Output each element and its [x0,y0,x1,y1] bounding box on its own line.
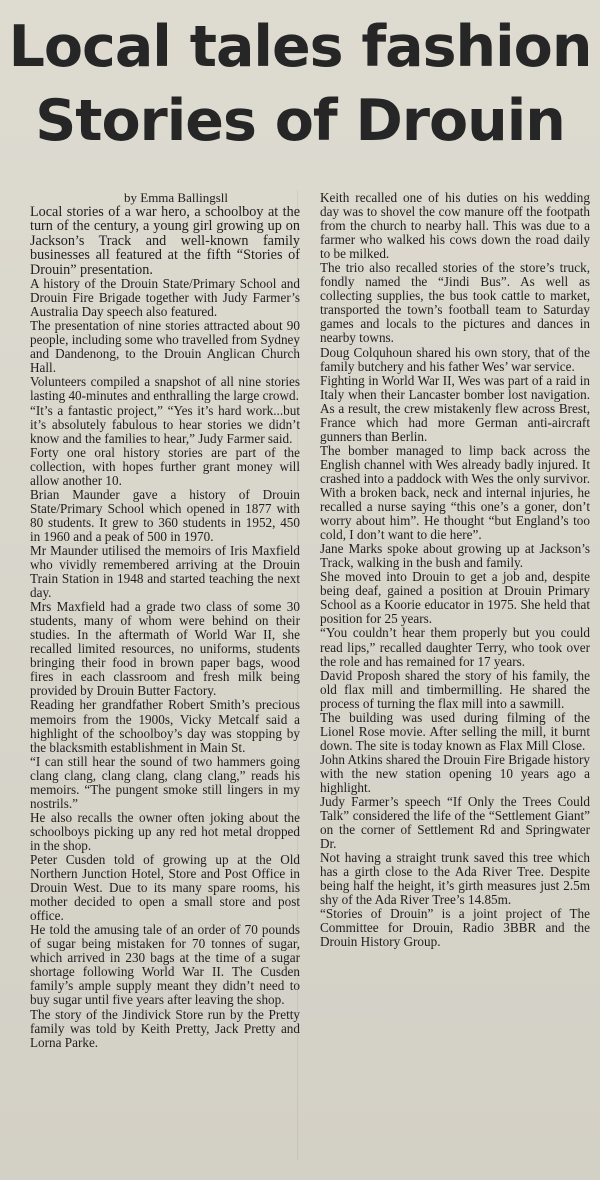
paragraph: Brian Maunder gave a history of Drouin State/Primary School which opened in 1877 with 80 students. It grew to 360 students in 1952, 450 in 1960 and a peak of 500 in 1970. [30,486,300,544]
paragraph: “I can still hear the sound of two hammers going clang clang, clang clang, clang clang,” reads his memoirs. “The pungent smoke still lingers in my nostrils.” [30,753,300,811]
paragraph: “Stories of Drouin” is a joint project of The Committee for Drouin, Radio 3BBR and the Drouin History Group. [320,906,590,950]
paragraph: She moved into Drouin to get a job and, despite being deaf, gained a position at Drouin Primary School as a Koorie educator in 1975. She held that position for 25 years. [320,569,590,627]
paragraph: Reading her grandfather Robert Smith’s precious memoirs from the 1900s, Vicky Metcalf said a highlight of the schoolboy’s day was stopping by the blacksmith establishment in Main St. [30,697,300,755]
paragraph: Peter Cusden told of growing up at the Old Northern Junction Hotel, Store and Post Office in Drouin West. Due to its many spare rooms, his mother decided to open a small store and post office. [30,852,300,924]
paragraph: Local stories of a war hero, a schoolboy at the turn of the century, a young girl growing up on Jackson’s Track and well-known family businesses all featured at the fifth “Stories of Drouin” presentation. [30,204,300,278]
paragraph: Doug Colquhoun shared his own story, that of the family butchery and his father Wes’ war service. [320,344,590,374]
article-body [30,191,590,1050]
headline-line-2: Stories of Drouin [35,88,565,154]
paragraph: The building was used during filming of the Lionel Rose movie. After selling the mill, it burnt down. The site is today known as Flax Mill Close. [320,709,590,753]
paragraph: Volunteers compiled a snapshot of all nine stories lasting 40-minutes and enthralling the large crowd. [30,374,300,404]
paragraph: He also recalls the owner often joking about the schoolboys picking up any red hot metal dropped in the shop. [30,809,300,853]
column-right [320,191,590,1050]
paragraph: Jane Marks spoke about growing up at Jackson’s Track, walking in the bush and family. [320,541,590,571]
paragraph: Forty one oral history stories are part of the collection, with hopes further grant money will allow another 10. [30,444,300,488]
paragraph: The trio also recalled stories of the store’s truck, fondly named the “Jindi Bus”. As well as collecting supplies, the bus took cattle to market, transported the town’s football team to Saturday games and locals to the pictures and dances in nearby towns. [320,260,590,346]
headline-line-1: Local tales fashion [8,14,592,80]
paragraph: Keith recalled one of his duties on his wedding day was to shovel the cow manure off the footpath from the church to nearby hall. This was due to a farmer who walked his cows down the road daily to be milked. [320,190,590,262]
paragraph: The presentation of nine stories attracted about 90 people, including some who travelled from Sydney and Dandenong, to the Drouin Anglican Church Hall. [30,318,300,376]
byline: by Emma Ballingsll [124,190,228,205]
paragraph: “You couldn’t hear them properly but you could read lips,” recalled daughter Terry, who took over the role and has remained for 17 years. [320,625,590,669]
headline [0,10,600,158]
paragraph: David Proposh shared the story of his family, the old flax mill and timbermilling. He shared the process of turning the flax mill into a sawmill. [320,667,590,711]
paragraph: Mr Maunder utilised the memoirs of Iris Maxfield who vividly remembered arriving at the Drouin Train Station in 1948 and started teaching the next day. [30,542,300,601]
paragraph: John Atkins shared the Drouin Fire Brigade history with the new station opening 10 years ago a highlight. [320,751,590,795]
paragraph: The story of the Jindivick Store run by the Pretty family was told by Keith Pretty, Jack Pretty and Lorna Parke. [30,1006,300,1050]
paragraph: The bomber managed to limp back across the English channel with Wes already badly injured. It crashed into a paddock with Wes the only survivor. With a broken back, neck and internal injuries, he recalled a nurse saying “this one’s a goner, don’t worry about him”. He thought “but England’s too cold, I don’t want to die here”. [320,442,590,543]
paragraph: He told the amusing tale of an order of 70 pounds of sugar being mistaken for 70 tonnes of sugar, which arrived in 230 bags at the time of a sugar shortage following World War II. The Cusden family’s ample supply meant they didn’t need to buy sugar until five years after leaving the shop. [30,922,300,1008]
paragraph: Not having a straight trunk saved this tree which has a girth close to the Ada River Tree. Despite being half the height, it’s girth measures just 2.5m shy of the Ada River Tree’s 14.85m. [320,850,590,908]
paragraph: Judy Farmer’s speech “If Only the Trees Could Talk” considered the life of the “Settlement Giant” on the corner of Settlement Rd and Springwater Dr. [320,794,590,852]
paragraph: A history of the Drouin State/Primary School and Drouin Fire Brigade together with Judy Farmer’s Australia Day speech also featured. [30,276,300,320]
paragraph: Mrs Maxfield had a grade two class of some 30 students, many of whom were behind on their studies. In the aftermath of World War II, she recalled limited resources, no uniforms, students bringing their food in brown paper bags, wood fires in each classroom and fresh milk being provided by Drouin Butter Factory. [30,599,300,699]
column-left [30,191,300,1050]
paragraph: “It’s a fantastic project,” “Yes it’s hard work...but it’s absolutely fabulous to hear stories we didn’t know and the families to hear,” Judy Farmer said. [30,402,300,446]
paragraph: Fighting in World War II, Wes was part of a raid in Italy when their Lancaster bomber lost navigation. As a result, the crew mistakenly flew across Brest, France which had more German anti-aircraft gunners than Berlin. [320,372,590,444]
